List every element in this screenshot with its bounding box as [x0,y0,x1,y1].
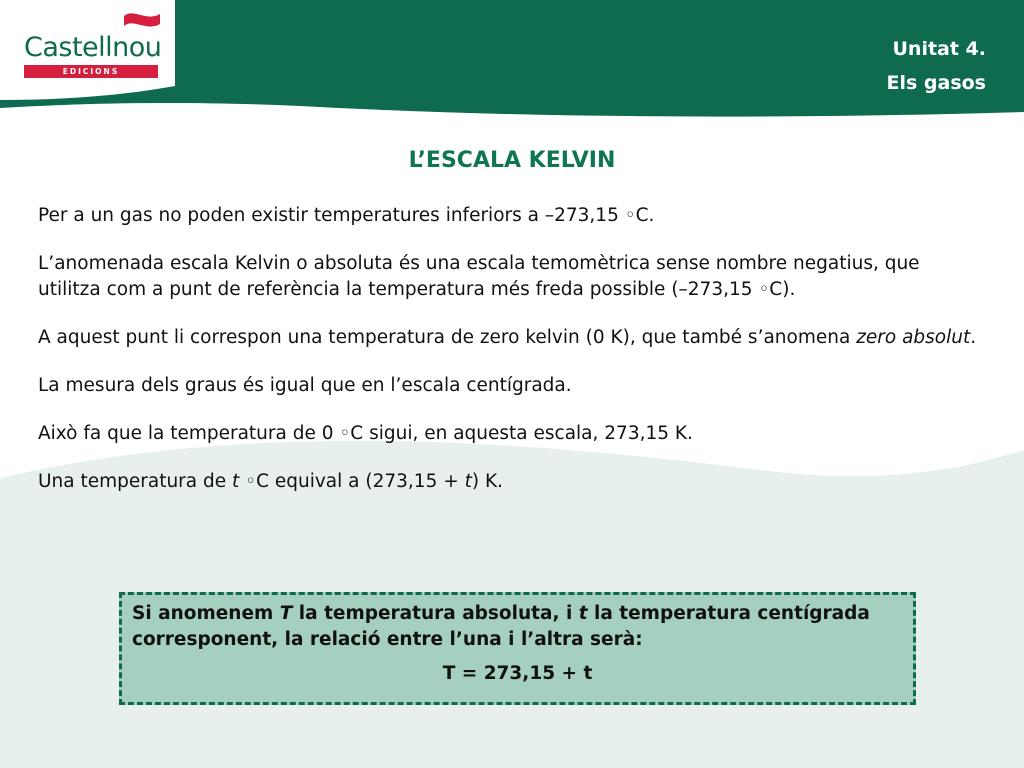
box-text-c: la temperatura centígrada corresponent, la relació entre l’una i l’altra serà: [132,603,870,650]
paragraph-3 [38,325,988,351]
unit-heading [886,32,986,100]
slide-body [38,203,988,517]
logo-brand: Castellnou [24,32,162,63]
box-text-a: Si anomenem [132,603,280,624]
paragraph-6-text-c: ) K. [471,471,503,492]
paragraph-6 [38,469,988,495]
variable-t: t [464,471,472,492]
unit-topic: Els gasos [886,72,986,94]
slide-title: L’ESCALA KELVIN [408,148,616,173]
paragraph-3-text-b: . [970,327,977,348]
paragraph-6-text-a: Una temperatura de [38,471,233,492]
publisher-logo [22,10,162,80]
paragraph-1: Per a un gas no poden existir temperatures inferiors a –273,15 ◦C. [38,205,655,226]
box-text-b: la temperatura absoluta, i [292,603,579,624]
logo-subtitle: EDICIONS [62,67,120,76]
paragraph-3-text-a: A aquest punt li correspon una temperatura de zero kelvin (0 K), que també s’anomena [38,327,857,348]
unit-number: Unitat 4. [892,38,986,60]
variable-T: T [279,603,293,624]
formula-box-text [132,601,903,653]
paragraph-5: Això fa que la temperatura de 0 ◦C sigui, en aquesta escala, 273,15 K. [38,423,693,444]
paragraph-6-text-b: ◦C equival a (273,15 + [239,471,465,492]
variable-t: t [232,471,240,492]
zero-absolut-term: zero absolut [856,327,971,348]
paragraph-2: L’anomenada escala Kelvin o absoluta és una escala temomètrica sense nombre negatius, que utilitza com a punt de referència la temperatura més freda possible (–273,15 ◦C). [38,253,920,300]
paragraph-4: La mesura dels graus és igual que en l’escala centígrada. [38,375,572,396]
formula-box [119,592,916,705]
flag-icon [122,10,162,32]
variable-t: t [578,603,588,624]
kelvin-formula: T = 273,15 + t [442,663,593,684]
